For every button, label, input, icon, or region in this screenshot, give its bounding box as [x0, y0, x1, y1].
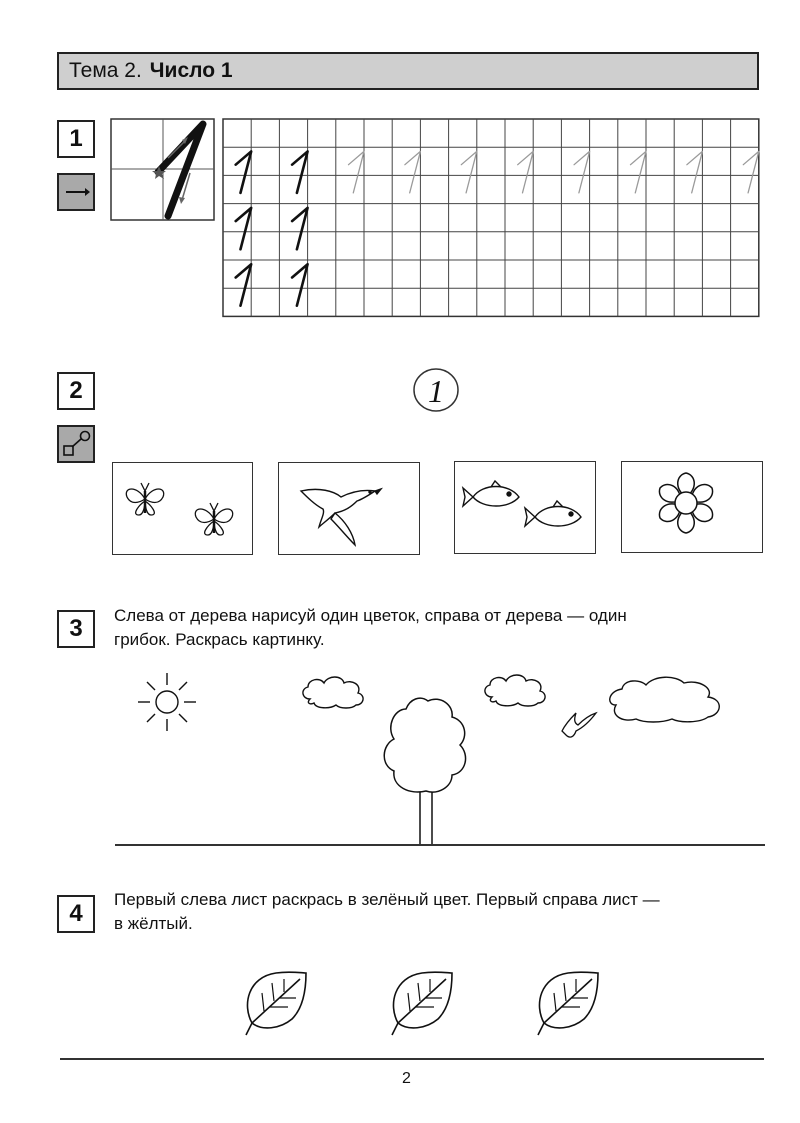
flower-icon [622, 462, 761, 551]
sun-icon [138, 673, 196, 731]
task-2-number: 2 [57, 372, 95, 410]
task-3-instructions [114, 604, 764, 652]
task-1-number: 1 [57, 120, 95, 158]
target-digit: 1 [428, 373, 444, 409]
task-4-line-1: Первый слева лист раскрась в зелёный цвет. Первый справа лист — [114, 890, 660, 909]
landscape-scene[interactable] [110, 665, 770, 855]
task-3-line-2: грибок. Раскрась картинку. [114, 630, 325, 649]
footer-rule [60, 1058, 764, 1060]
writing-grid[interactable] [222, 118, 762, 318]
task-3-line-1: Слева от дерева нарисуй один цветок, справа от дерева — один [114, 606, 627, 625]
topic-label: Тема 2. [69, 59, 142, 82]
bird-icon [279, 463, 418, 553]
topic-title: Число 1 [149, 59, 233, 82]
fish-icon [455, 462, 594, 552]
small-bird-icon [562, 713, 596, 737]
page-number: 2 [402, 1070, 411, 1087]
target-digit-circle[interactable] [412, 367, 460, 413]
picture-box-fish[interactable] [454, 461, 596, 554]
picture-box-butterflies[interactable] [112, 462, 253, 555]
tree-icon [384, 698, 465, 845]
picture-box-flower[interactable] [621, 461, 763, 553]
topic-header [57, 52, 759, 90]
arrow-right-icon [59, 175, 93, 209]
leaf-icon-second[interactable] [392, 972, 452, 1035]
task-4-instructions [114, 888, 774, 936]
task-4-line-2: в жёлтый. [114, 914, 193, 933]
leaf-icon-third[interactable] [538, 972, 598, 1035]
leaf-icon-first[interactable] [246, 972, 306, 1035]
butterfly-icon [113, 463, 251, 553]
cloud-icon [303, 675, 719, 722]
leaves-row [240, 965, 610, 1040]
flower-center [675, 492, 697, 514]
task-4-number: 4 [57, 895, 95, 933]
task-2-icon-box [57, 425, 95, 463]
task-3-number: 3 [57, 610, 95, 648]
digit-sample-box [110, 118, 215, 221]
connect-icon [59, 427, 93, 461]
picture-box-bird[interactable] [278, 462, 420, 555]
task-1-icon-box [57, 173, 95, 211]
grid-frame [223, 119, 759, 316]
